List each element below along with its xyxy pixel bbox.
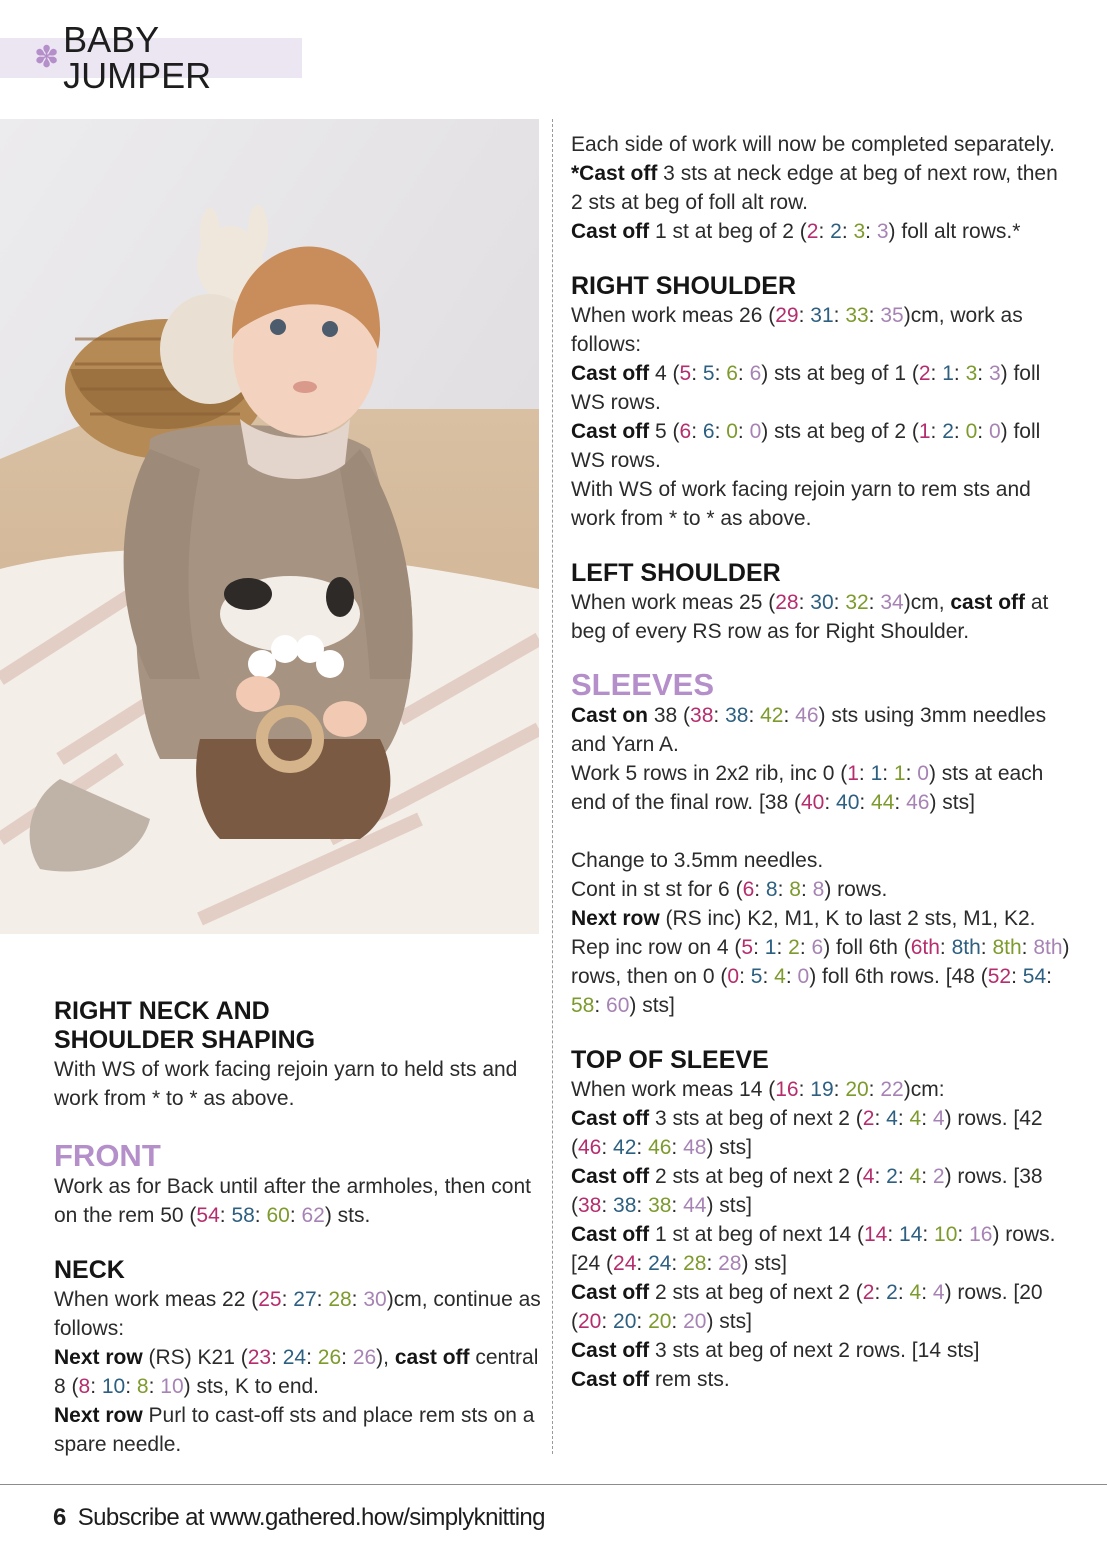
heading-sleeves: SLEEVES [571, 667, 714, 702]
footer-text: Subscribe at www.gathered.how/simplyknitting [77, 1504, 545, 1531]
heading-neck: NECK [54, 1256, 125, 1284]
heading-left-shoulder: LEFT SHOULDER [571, 559, 781, 587]
paragraph: Change to 3.5mm needles. [571, 849, 824, 872]
footer-rule [0, 1484, 1107, 1485]
paragraph: Cont in st st for 6 (6: 8: 8: 8) rows. [571, 878, 888, 901]
paragraph: Work as for Back until after the armholes, then cont on the rem 50 (54: 58: 60: 62) sts. [54, 1175, 532, 1227]
section-tag [0, 19, 302, 96]
paragraph: With WS of work facing rejoin yarn to rem sts and work from * to * as above. [571, 478, 1031, 530]
paragraph: Cast off 2 sts at beg of next 2 (4: 2: 4: 2) rows. [38 (38: 38: 38: 44) sts] [571, 1165, 1043, 1217]
paragraph: Each side of work will now be completed separately. [571, 133, 1056, 156]
column-divider [552, 119, 553, 1454]
paragraph: When work meas 22 (25: 27: 28: 30)cm, continue as follows: [54, 1288, 541, 1340]
paragraph: When work meas 26 (29: 31: 33: 35)cm, work as follows: [571, 304, 1023, 356]
right-column-text [571, 130, 1071, 1394]
paragraph: Cast off 2 sts at beg of next 2 (2: 2: 4: 4) rows. [20 (20: 20: 20: 20) sts] [571, 1281, 1043, 1333]
paragraph: Cast off 3 sts at beg of next 2 rows. [14 sts] [571, 1339, 980, 1362]
page-number: 6 [53, 1504, 66, 1531]
paragraph: Next row (RS inc) K2, M1, K to last 2 sts, M1, K2. [571, 907, 1036, 930]
heading-right-shoulder: RIGHT SHOULDER [571, 272, 796, 300]
heading-right-neck: RIGHT NECK AND SHOULDER SHAPING [54, 997, 316, 1054]
paragraph: When work meas 14 (16: 19: 20: 22)cm: [571, 1078, 945, 1101]
paragraph: Rep inc row on 4 (5: 1: 2: 6) foll 6th (6th: 8th: 8th: 8th) rows, then on 0 (0: 5: 4: 0) foll 6th rows. [48 (52: 54: 58: 60) sts] [571, 936, 1070, 1017]
paragraph: *Cast off 3 sts at neck edge at beg of next row, then 2 sts at beg of foll alt row. [571, 162, 1058, 214]
footer [53, 1504, 545, 1532]
paragraph: Next row Purl to cast-off sts and place rem sts on a spare needle. [54, 1404, 535, 1456]
baby-photo [0, 119, 539, 934]
page-title: BABY JUMPER [63, 19, 212, 96]
paragraph: Cast off 4 (5: 5: 6: 6) sts at beg of 1 (2: 1: 3: 3) foll WS rows. [571, 362, 1041, 414]
heading-top-of-sleeve: TOP OF SLEEVE [571, 1046, 769, 1074]
paragraph: When work meas 25 (28: 30: 32: 34)cm, cast off at beg of every RS row as for Right Shoulder. [571, 591, 1049, 643]
paragraph: Cast off 1 st at beg of next 14 (14: 14: 10: 16) rows. [24 (24: 24: 28: 28) sts] [571, 1223, 1056, 1275]
heading-front: FRONT [54, 1138, 161, 1173]
paragraph: With WS of work facing rejoin yarn to held sts and work from * to * as above. [54, 1058, 518, 1110]
flower-icon: ✽ [34, 41, 60, 74]
paragraph: Cast on 38 (38: 38: 42: 46) sts using 3mm needles and Yarn A. [571, 704, 1047, 756]
paragraph: Next row (RS) K21 (23: 24: 26: 26), cast off central 8 (8: 10: 8: 10) sts, K to end. [54, 1346, 539, 1398]
paragraph: Cast off 1 st at beg of 2 (2: 2: 3: 3) foll alt rows.* [571, 220, 1021, 243]
left-column-text [54, 997, 544, 1459]
paragraph: Work 5 rows in 2x2 rib, inc 0 (1: 1: 1: 0) sts at each end of the final row. [38 (40: 40: 44: 46) sts] [571, 762, 1044, 814]
paragraph: Cast off 3 sts at beg of next 2 (2: 4: 4: 4) rows. [42 (46: 42: 46: 48) sts] [571, 1107, 1043, 1159]
paragraph: Cast off rem sts. [571, 1368, 730, 1391]
paragraph: Cast off 5 (6: 6: 0: 0) sts at beg of 2 (1: 2: 0: 0) foll WS rows. [571, 420, 1041, 472]
